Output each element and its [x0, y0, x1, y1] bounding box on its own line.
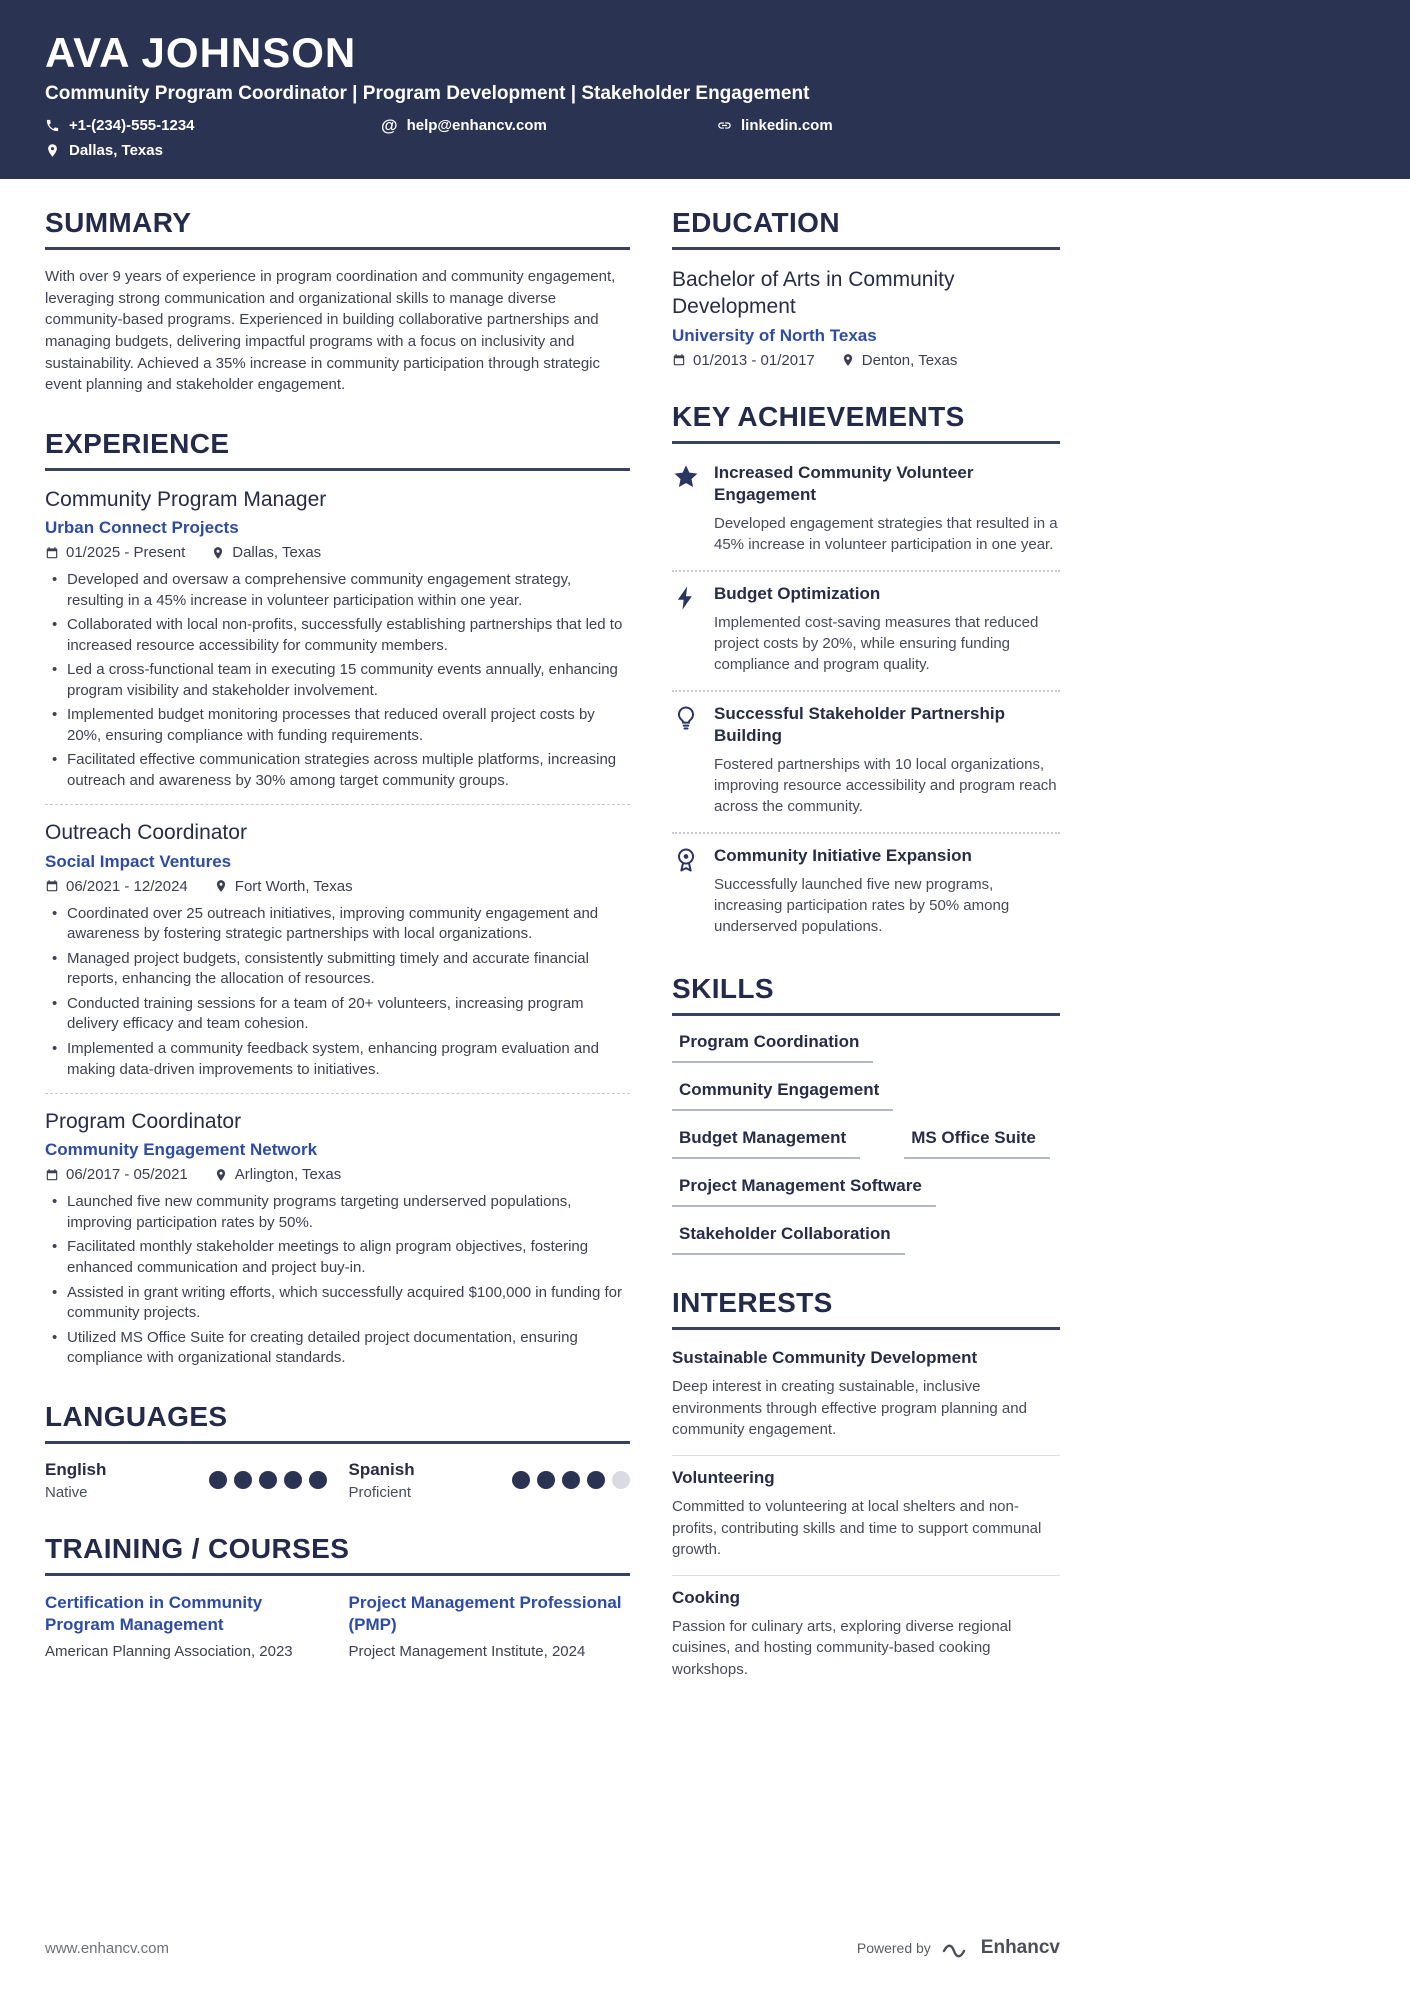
location-contact	[45, 142, 381, 159]
achievement-title: Community Initiative Expansion	[714, 846, 972, 866]
skill-item: Stakeholder Collaboration	[672, 1224, 905, 1255]
email-contact[interactable]	[381, 117, 717, 134]
language-name: English	[45, 1459, 107, 1479]
languages-section	[45, 1401, 630, 1501]
star-icon	[672, 463, 700, 491]
candidate-headline: Community Program Coordinator | Program Development | Stakeholder Engagement	[45, 83, 810, 105]
experience-bullet: • Facilitated effective communication strategies across multiple platforms, increasing outreach and awareness by 30% among target community groups.	[45, 750, 630, 791]
course-item	[45, 1592, 327, 1660]
job-location	[214, 878, 353, 895]
experience-bullet: • Coordinated over 25 outreach initiatives, improving community engagement and awareness by fostering strategic partnerships with local organizations.	[45, 904, 630, 945]
experience-bullet: • Implemented budget monitoring processes that reduced overall project costs by 20%, ensuring compliance with funding requirements.	[45, 705, 630, 746]
interest-text: Committed to volunteering at local shelters and non-profits, contributing skills and time to support communal growth.	[672, 1498, 1042, 1558]
achievement-text: Successfully launched five new programs, increasing participation rates by 50% among underserved populations.	[714, 876, 1010, 936]
skills-row	[672, 1176, 1060, 1207]
job-location-text: Dallas, Texas	[232, 544, 322, 561]
education-dates-text: 01/2013 - 01/2017	[693, 351, 815, 369]
interest-item	[672, 1576, 1060, 1695]
skill-item: Project Management Software	[672, 1176, 936, 1207]
summary-heading: SUMMARY	[45, 207, 630, 250]
job-bullets	[45, 570, 630, 791]
job-dates	[45, 1166, 188, 1183]
education-meta	[672, 352, 1060, 369]
interest-item	[672, 1456, 1060, 1576]
email-address: help@enhancv.com	[406, 117, 547, 135]
interests-heading: INTERESTS	[672, 1287, 1060, 1330]
link-url: linkedin.com	[741, 117, 833, 135]
job-location	[214, 1166, 341, 1183]
experience-bullet: • Managed project budgets, consistently submitting timely and accurate financial reports, enhancing the allocation of resources.	[45, 949, 630, 990]
summary-text: With over 9 years of experience in program coordination and community engagement, leveraging strong communication and organizational skills to manage diverse community-based programs. Experienced in building collaborative partnerships and managing budgets, delivering impactful programs with a focus on inclusivity and sustainability. Achieved a 35% increase in community participation through strategic event planning and stakeholder engagement.	[45, 268, 616, 394]
powered-by[interactable]	[857, 1937, 1060, 1959]
calendar-icon	[672, 353, 686, 367]
job-separator	[45, 804, 630, 805]
interest-item	[672, 1346, 1060, 1456]
experience-bullet: • Assisted in grant writing efforts, which successfully acquired $100,000 in funding for community projects.	[45, 1283, 630, 1324]
experience-entry	[45, 1109, 630, 1369]
job-title: Program Coordinator	[45, 1110, 242, 1134]
job-dates-text: 06/2017 - 05/2021	[66, 1166, 188, 1184]
language-proficiency-dots	[512, 1471, 630, 1489]
job-meta	[45, 544, 630, 561]
job-bullets	[45, 904, 630, 1080]
job-meta	[45, 1166, 630, 1183]
skills-section	[672, 973, 1060, 1255]
experience-bullet: • Collaborated with local non-profits, successfully establishing partnerships that led to increased resource accessibility for community members.	[45, 615, 630, 656]
right-column	[672, 207, 1060, 1727]
job-bullets	[45, 1192, 630, 1368]
experience-entry	[45, 820, 630, 1080]
enhancv-brand-name: Enhancv	[980, 1937, 1060, 1958]
languages-grid	[45, 1460, 630, 1501]
education-heading: EDUCATION	[672, 207, 1060, 250]
job-title: Outreach Coordinator	[45, 821, 247, 845]
company-name: Urban Connect Projects	[45, 518, 239, 537]
achievement-body	[714, 583, 1060, 675]
degree-title: Bachelor of Arts in Community Development	[672, 268, 955, 319]
job-meta	[45, 878, 630, 895]
course-provider: Project Management Institute, 2024	[348, 1642, 586, 1660]
course-item	[349, 1592, 631, 1660]
lightbulb-icon	[672, 704, 700, 732]
achievement-item	[672, 692, 1060, 834]
interest-title: Sustainable Community Development	[672, 1348, 978, 1368]
experience-bullet: • Led a cross-functional team in executing 15 community events annually, enhancing program visibility and stakeholder involvement.	[45, 660, 630, 701]
language-labels	[45, 1460, 106, 1501]
left-column	[45, 207, 630, 1727]
phone-icon	[45, 118, 60, 133]
job-location-text: Fort Worth, Texas	[234, 877, 353, 895]
achievement-item	[672, 460, 1060, 572]
achievement-body	[714, 845, 1060, 937]
job-dates-text: 01/2025 - Present	[66, 544, 186, 561]
experience-bullet: • Conducted training sessions for a team of 20+ volunteers, increasing program delivery efficacy and team cohesion.	[45, 994, 630, 1035]
achievement-body	[714, 703, 1060, 817]
phone-number: +1-(234)-555-1234	[69, 117, 195, 135]
training-section	[45, 1533, 630, 1660]
job-title: Community Program Manager	[45, 487, 327, 511]
proficiency-dot	[562, 1471, 580, 1489]
skills-row	[672, 1224, 1060, 1255]
powered-by-label: Powered by	[856, 1940, 931, 1956]
job-location	[211, 544, 321, 561]
experience-heading: EXPERIENCE	[45, 428, 630, 471]
location-pin-icon	[45, 143, 60, 158]
link-contact[interactable]	[717, 117, 1060, 134]
achievements-section	[672, 401, 1060, 942]
language-name: Spanish	[348, 1459, 415, 1479]
languages-heading: LANGUAGES	[45, 1401, 630, 1444]
education-section	[672, 207, 1060, 369]
language-item	[349, 1460, 631, 1501]
calendar-icon	[45, 546, 59, 560]
language-item	[45, 1460, 327, 1501]
proficiency-dot	[309, 1471, 327, 1489]
language-proficiency-dots	[209, 1471, 327, 1489]
proficiency-dot	[209, 1471, 227, 1489]
interest-title: Volunteering	[672, 1468, 775, 1488]
phone-contact[interactable]	[45, 117, 381, 134]
interests-section	[672, 1287, 1060, 1695]
language-level: Native	[45, 1483, 88, 1501]
location-pin-icon	[214, 1168, 228, 1182]
training-heading: TRAINING / COURSES	[45, 1533, 630, 1576]
link-icon	[717, 118, 732, 133]
achievement-title: Budget Optimization	[714, 583, 881, 603]
achievement-title: Successful Stakeholder Partnership Building	[714, 704, 1005, 746]
skills-row	[672, 1032, 1060, 1063]
skill-item: Program Coordination	[672, 1032, 873, 1063]
experience-bullet: • Developed and oversaw a comprehensive community engagement strategy, resulting in a 45% increase in volunteer participation within one year.	[45, 570, 630, 611]
skills-row	[672, 1128, 1060, 1159]
resume-header	[0, 0, 1410, 179]
proficiency-dot	[512, 1471, 530, 1489]
candidate-name: AVA JOHNSON	[45, 29, 357, 76]
email-icon: @	[381, 116, 398, 136]
bolt-icon	[672, 584, 700, 612]
contact-info	[45, 117, 1060, 159]
achievement-body	[714, 462, 1060, 555]
skill-item: Budget Management	[672, 1128, 860, 1159]
achievement-text: Fostered partnerships with 10 local organizations, improving resource accessibility and program reach across the community.	[714, 756, 1057, 816]
location-pin-icon	[214, 879, 228, 893]
job-location-text: Arlington, Texas	[234, 1166, 342, 1184]
skill-item: Community Engagement	[672, 1080, 893, 1111]
proficiency-dot	[537, 1471, 555, 1489]
enhancv-logo-icon	[941, 1938, 971, 1958]
location-pin-icon	[211, 546, 225, 560]
proficiency-dot	[234, 1471, 252, 1489]
achievement-text: Developed engagement strategies that resulted in a 45% increase in volunteer participation in one year.	[714, 514, 1058, 553]
job-dates-text: 06/2021 - 12/2024	[66, 877, 188, 895]
experience-bullet: • Launched five new community programs targeting underserved populations, improving participation rates by 50%.	[45, 1192, 630, 1233]
education-location-text: Denton, Texas	[861, 351, 958, 369]
page-footer	[45, 1937, 1060, 1959]
achievement-title: Increased Community Volunteer Engagement	[714, 462, 974, 504]
resume-body	[0, 179, 1060, 1727]
education-location	[841, 352, 958, 369]
job-dates	[45, 544, 185, 561]
experience-bullet: • Facilitated monthly stakeholder meetings to align program objectives, fostering enhanced communication and project buy-in.	[45, 1237, 630, 1278]
university-name: University of North Texas	[672, 325, 877, 345]
interest-text: Deep interest in creating sustainable, inclusive environments through effective program planning and community engagement.	[672, 1378, 1027, 1438]
course-provider: American Planning Association, 2023	[45, 1642, 293, 1660]
skills-heading: SKILLS	[672, 973, 1060, 1016]
skill-item: MS Office Suite	[904, 1128, 1050, 1159]
enhancv-site-link[interactable]: www.enhancv.com	[45, 1939, 169, 1957]
interest-text: Passion for culinary arts, exploring diverse regional cuisines, and hosting community-based cooking workshops.	[672, 1618, 1012, 1678]
achievement-item	[672, 572, 1060, 692]
proficiency-dot	[284, 1471, 302, 1489]
skills-row	[672, 1080, 1060, 1111]
calendar-icon	[45, 1168, 59, 1182]
education-dates	[672, 352, 815, 369]
job-dates	[45, 878, 188, 895]
location-pin-icon	[841, 353, 855, 367]
interest-title: Cooking	[672, 1588, 740, 1608]
achievement-item	[672, 834, 1060, 941]
language-labels	[349, 1460, 415, 1501]
experience-bullet: • Utilized MS Office Suite for creating detailed project documentation, ensuring compliance with organizational standards.	[45, 1328, 630, 1369]
course-title: Certification in Community Program Management	[45, 1592, 263, 1634]
experience-bullet: • Implemented a community feedback system, enhancing program evaluation and making data-driven improvements to initiatives.	[45, 1039, 630, 1080]
achievement-text: Implemented cost-saving measures that reduced project costs by 20%, while ensuring funding compliance and program quality.	[714, 614, 1039, 674]
proficiency-dot	[259, 1471, 277, 1489]
proficiency-dot	[587, 1471, 605, 1489]
company-name: Social Impact Ventures	[45, 851, 232, 871]
course-title: Project Management Professional (PMP)	[348, 1592, 622, 1634]
summary-section	[45, 207, 630, 396]
proficiency-dot	[612, 1471, 630, 1489]
experience-entry	[45, 487, 630, 792]
language-level: Proficient	[348, 1483, 412, 1501]
job-separator	[45, 1093, 630, 1094]
experience-section	[45, 428, 630, 1369]
achievements-heading: KEY ACHIEVEMENTS	[672, 401, 1060, 444]
company-name: Community Engagement Network	[45, 1140, 318, 1160]
location-text: Dallas, Texas	[69, 142, 163, 160]
badge-icon	[672, 846, 700, 874]
calendar-icon	[45, 879, 59, 893]
training-grid	[45, 1592, 630, 1660]
